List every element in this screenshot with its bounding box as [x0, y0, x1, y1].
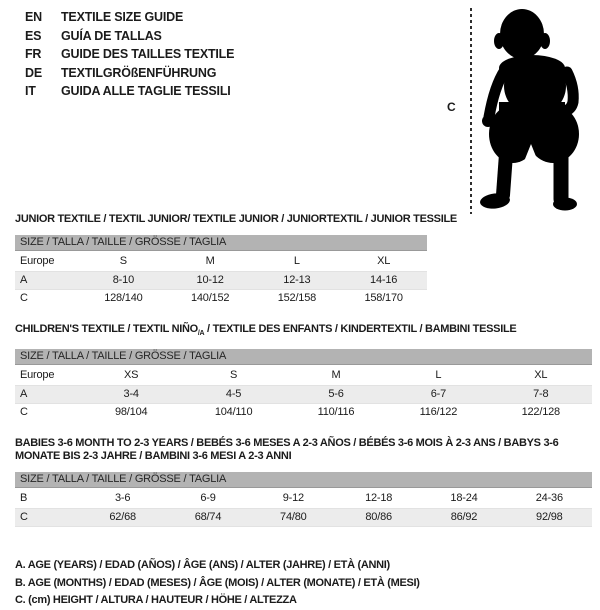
size-value-cell: 5-6	[285, 386, 387, 404]
language-row	[25, 64, 234, 83]
table-title-text: BABIES 3-6 MONTH TO 2-3 YEARS / BEBÉS 3-6 MESES A 2-3 AÑOS / BÉBÉS 3-6 MOIS À 2-3 ANS / BABYS 3-6 MONATE BIS 2-3 JAHRE / BAMBINI 3-6 MESI A 2-3 ANNI	[15, 437, 559, 463]
size-value-cell: 68/74	[165, 509, 250, 527]
language-list	[25, 8, 234, 101]
language-row	[25, 8, 234, 27]
size-value-cell: 24-36	[535, 492, 563, 505]
size-value-cell: 116/122	[419, 406, 458, 419]
size-value-cell: 6-7	[387, 386, 489, 404]
size-value-cell: 9-12	[282, 492, 304, 505]
table-row	[15, 509, 592, 527]
size-value-cell: 8-10	[80, 272, 167, 290]
size-table	[15, 235, 427, 307]
size-value-cell: S	[230, 369, 238, 382]
table-title	[15, 437, 592, 463]
size-value-cell: 128/140	[104, 292, 143, 304]
size-value-cell: 140/152	[190, 292, 230, 304]
row-label: C	[20, 292, 28, 304]
size-header-bar: SIZE / TALLA / TAILLE / GRÖSSE / TAGLIA	[15, 235, 427, 251]
row-label: B	[20, 492, 28, 505]
language-label: GUIDE DES TAILLES TEXTILE	[61, 47, 235, 62]
size-value-cell: 3-4	[80, 386, 182, 404]
size-value-cell: M	[331, 369, 341, 382]
language-code: EN	[25, 10, 42, 24]
size-value-cell: 10-12	[167, 272, 254, 290]
language-row	[25, 27, 234, 46]
row-label: A	[15, 272, 80, 290]
size-value-cell: 80/86	[336, 509, 421, 527]
language-row	[25, 82, 234, 101]
size-table	[15, 349, 592, 421]
height-measure-dashed-line	[470, 8, 472, 214]
size-value-cell: 62/68	[80, 509, 165, 527]
size-value-cell: XL	[534, 369, 548, 382]
size-value-cell: L	[293, 255, 300, 267]
footnote-a: A. AGE (YEARS) / EDAD (AÑOS) / ÂGE (ANS) / ALTER (JAHRE) / ETÀ (ANNI)	[15, 559, 390, 572]
header-zone	[0, 0, 600, 213]
table-row	[15, 404, 592, 422]
size-value-cell: 18-24	[450, 492, 478, 505]
size-value-cell: 14-16	[340, 272, 427, 290]
language-code: ES	[25, 28, 42, 43]
language-code: DE	[25, 65, 42, 80]
size-table-block	[15, 323, 600, 421]
size-value-cell: 6-9	[200, 492, 216, 505]
size-value-cell: L	[435, 369, 442, 382]
size-value-cell: 98/104	[114, 406, 148, 419]
size-value-cell: 110/116	[317, 406, 355, 419]
size-value-cell: 122/128	[521, 406, 560, 419]
size-value-cell: XS	[124, 369, 139, 382]
height-measure-label: C	[447, 100, 456, 114]
size-table-block	[15, 437, 600, 527]
table-title-text: / TEXTILE DES ENFANTS / KINDERTEXTIL / BAMBINI TESSILE	[204, 323, 517, 335]
table-title-text: CHILDREN'S TEXTILE / TEXTIL NIÑO	[15, 323, 198, 335]
language-row	[25, 45, 234, 64]
figure-zone	[435, 0, 597, 215]
language-label: TEXTILE SIZE GUIDE	[61, 10, 184, 24]
table-title-text: JUNIOR TEXTILE / TEXTIL JUNIOR/ TEXTILE JUNIOR / JUNIORTEXTIL / JUNIOR TESSILE	[15, 213, 457, 225]
language-label: TEXTILGRÖßENFÜHRUNG	[61, 65, 217, 80]
row-label: Europe	[20, 255, 55, 267]
table-title	[15, 323, 592, 340]
size-value-cell: 3-6	[115, 492, 131, 505]
table-row	[15, 386, 592, 404]
language-label: GUÍA DE TALLAS	[61, 28, 162, 43]
footnote-c: C. (cm) HEIGHT / ALTURA / HAUTEUR / HÖHE / ALTEZZA	[15, 594, 297, 607]
row-label: C	[15, 509, 80, 527]
size-header-bar: SIZE / TALLA / TAILLE / GRÖSSE / TAGLIA	[15, 472, 592, 488]
row-label: A	[15, 386, 80, 404]
table-row	[15, 290, 427, 308]
size-value-cell: 104/110	[214, 406, 253, 419]
size-value-cell: 4-5	[182, 386, 284, 404]
table-title-subscript: /A	[197, 330, 205, 338]
language-code: FR	[25, 47, 42, 62]
size-value-cell: 92/98	[507, 509, 592, 527]
size-value-cell: 12-18	[365, 492, 393, 505]
language-label: GUIDA ALLE TAGLIE TESSILI	[61, 84, 231, 99]
footnotes	[0, 557, 600, 610]
size-table-block	[15, 213, 600, 307]
size-value-cell: M	[205, 255, 215, 267]
size-tables-zone	[0, 213, 600, 527]
size-value-cell: 74/80	[251, 509, 336, 527]
size-table	[15, 472, 592, 527]
size-value-cell: 12-13	[254, 272, 341, 290]
table-row	[15, 488, 592, 509]
row-label: C	[20, 406, 28, 419]
size-value-cell: 152/158	[277, 292, 317, 304]
size-value-cell: XL	[377, 255, 391, 267]
row-label: Europe	[20, 369, 55, 382]
toddler-silhouette-image	[479, 4, 594, 210]
footnote-b: B. AGE (MONTHS) / EDAD (MESES) / ÂGE (MOIS) / ALTER (MONATE) / ETÀ (MESI)	[15, 576, 420, 589]
size-value-cell: S	[119, 255, 127, 267]
size-value-cell: 158/170	[364, 292, 403, 304]
table-row	[15, 365, 592, 386]
size-value-cell: 7-8	[490, 386, 592, 404]
table-row	[15, 272, 427, 290]
size-value-cell: 86/92	[421, 509, 506, 527]
table-row	[15, 251, 427, 272]
language-code: IT	[25, 84, 36, 99]
size-header-bar: SIZE / TALLA / TAILLE / GRÖSSE / TAGLIA	[15, 349, 592, 365]
